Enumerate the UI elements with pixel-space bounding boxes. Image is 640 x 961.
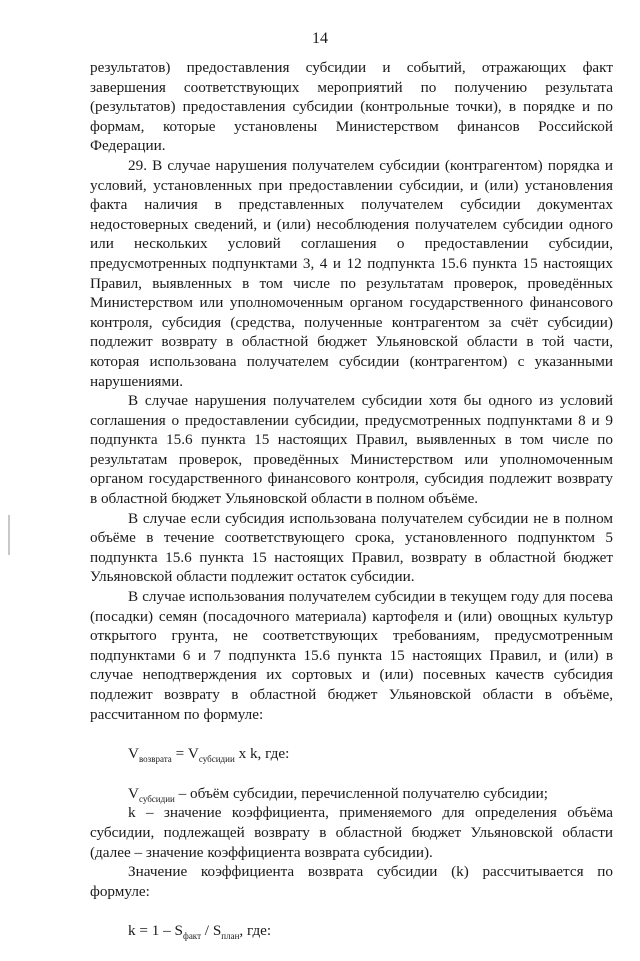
- paragraph-violation-conditions: В случае нарушения получателем субсидии хотя бы одного из условий соглашения о предоставлении субсидии, предусмотренных подпунктами 8 и 9 подпункта 15.6 пункта 15 настоящих Правил, выявленных в том числе по результатам проверок, проведённых Министерством или уполномоченным органом государственного финансового контроля, субсидия подлежит возврату в областной бюджет Ульяновской области в полном объёме.: [90, 392, 613, 508]
- formula-k-s2-subscript: план: [221, 931, 240, 942]
- def-v-subscript: субсидии: [138, 793, 175, 804]
- formula-k: [128, 921, 613, 941]
- scan-edge-mark: [8, 515, 10, 555]
- formula-rest: x k, где:: [234, 745, 290, 763]
- paragraph-seed-use: В случае использования получателем субсидии в текущем году для посева (посадки) семян (посадочного материала) картофеля и (или) овощных культур открытого грунта, не соответствующих требованиям, предусмотренным подпунктами 6 и 7 подпункта 15.6 пункта 15 настоящих Правил, и (или) в случае неподтверждения их сортовых и (или) посевных качеств субсидия подлежит возврату в областной бюджет Ульяновской области в объёме, рассчитанном по формуле:: [90, 588, 613, 723]
- formula-v-subscript: возврата: [138, 754, 172, 765]
- definition-k: k – значение коэффициента, применяемого для определения объёма субсидии, подлежащей возврату в областной бюджет Ульяновской области (далее – значение коэффициента возврата субсидии).: [90, 804, 613, 861]
- page-number: 14: [312, 30, 328, 47]
- formula-eq: = V: [171, 745, 199, 763]
- formula-return-volume: [128, 744, 613, 764]
- definition-v-subsidy: [90, 784, 613, 804]
- paragraph-partial-use: В случае если субсидия использована получателем субсидии не в полном объёме в течение соответствующего срока, установленного подпунктом 5 подпункта 15.6 пункта 15 настоящих Правил, возврату в областной бюджет Ульяновской области подлежит остаток субсидии.: [90, 509, 613, 586]
- formula-k-s1-subscript: факт: [182, 931, 201, 942]
- formula-v: V: [128, 745, 139, 763]
- formula-v2-subscript: субсидии: [198, 754, 235, 765]
- formula-k-end: , где:: [239, 922, 272, 940]
- definition-k-formula-intro: Значение коэффициента возврата субсидии (k) рассчитывается по формуле:: [90, 863, 613, 900]
- formula-k-start: k = 1 – S: [128, 922, 183, 940]
- formula-k-mid: / S: [201, 922, 222, 940]
- paragraph-continuation: результатов) предоставления субсидии и событий, отражающих факт завершения соответствующих мероприятий по получению результата (результатов) предоставления субсидии (контрольные точки), в порядке и по формам, которые установлены Министерством финансов Российской Федерации.: [90, 59, 613, 155]
- def-v-text: – объём субсидии, перечисленной получателю субсидии;: [174, 784, 549, 802]
- document-body: [90, 58, 613, 961]
- def-v: V: [128, 784, 139, 802]
- paragraph-29: 29. В случае нарушения получателем субсидии (контрагентом) порядка и условий, установленных при предоставлении субсидии, и (или) установления факта наличия в представленных получателем субсидии документах недостоверных сведений, и (или) несоблюдения получателем субсидии одного или нескольких условий соглашения о предоставлении субсидии, предусмотренных подпунктами 3, 4 и 12 подпункта 15.6 пункта 15 настоящих Правил, выявленных в том числе по результатам проверок, проведённых Министерством или уполномоченным органом государственного финансового контроля, субсидия (средства, полученные контрагентом за счёт субсидии) подлежит возврату в областной бюджет Ульяновской области в той части, которая использована получателем субсидии (контрагентом) с указанными нарушениями.: [90, 156, 613, 390]
